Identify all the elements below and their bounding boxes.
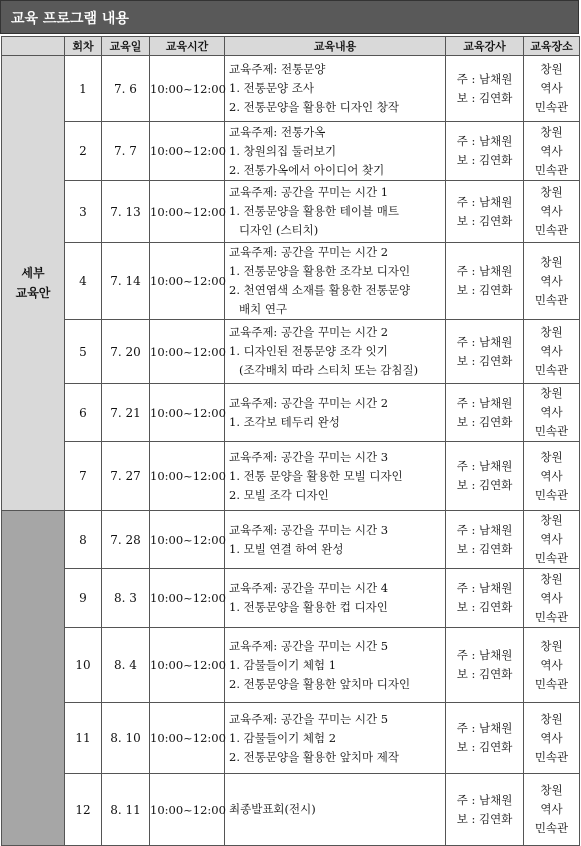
place-line: 창원 xyxy=(540,254,563,269)
instructor-sub: 보 : 김연화 xyxy=(456,478,513,492)
content-line: 1. 전통문양을 활용한 조각보 디자인 xyxy=(229,264,411,278)
header-date: 교육일 xyxy=(102,37,150,56)
session-number: 4 xyxy=(65,243,102,320)
session-number: 2 xyxy=(65,122,102,181)
session-place xyxy=(524,243,580,320)
section-label-line1: 세부 xyxy=(21,266,45,280)
session-time: 10:00~12:00 xyxy=(150,181,225,243)
place-line: 민속관 xyxy=(534,551,569,565)
session-time: 10:00~12:00 xyxy=(150,243,225,320)
table-row xyxy=(2,774,580,846)
place-line: 민속관 xyxy=(534,162,569,177)
instructor-main: 주 : 남채원 xyxy=(456,134,513,148)
content-line: 1. 전통 문양을 활용한 모빌 디자인 xyxy=(229,468,403,483)
place-line: 창원 xyxy=(540,386,563,400)
session-number: 5 xyxy=(65,320,102,384)
session-date: 7. 6 xyxy=(102,56,150,122)
session-place xyxy=(524,774,580,846)
session-date: 7. 27 xyxy=(102,442,150,511)
header-content: 교육내용 xyxy=(225,37,446,56)
content-line: 2. 천연염색 소재를 활용한 전통문양 xyxy=(229,283,411,297)
table-header-row xyxy=(2,37,580,56)
session-instructors xyxy=(446,384,524,442)
section-label-blank xyxy=(2,511,65,846)
instructor-main: 주 : 남채원 xyxy=(456,581,513,595)
session-date: 7. 21 xyxy=(102,384,150,442)
place-line: 역사 xyxy=(540,405,563,419)
session-instructors xyxy=(446,122,524,181)
place-line: 창원 xyxy=(540,185,563,199)
session-content xyxy=(225,384,446,442)
session-content xyxy=(225,628,446,703)
content-line: 최종발표회(전시) xyxy=(229,802,316,816)
place-line: 역사 xyxy=(540,532,563,546)
session-instructors xyxy=(446,569,524,628)
session-content xyxy=(225,511,446,569)
content-line: 디자인 (스티치) xyxy=(239,223,319,237)
section-label-line2: 교육안 xyxy=(15,286,51,300)
content-line: 교육주제: 공간을 꾸미는 시간 2 xyxy=(229,325,389,339)
session-instructors xyxy=(446,774,524,846)
session-number: 10 xyxy=(65,628,102,703)
content-line: 1. 전통문양을 활용한 컵 디자인 xyxy=(229,600,388,614)
session-date: 8. 10 xyxy=(102,703,150,774)
session-instructors xyxy=(446,628,524,703)
place-line: 창원 xyxy=(540,449,563,464)
session-place xyxy=(524,569,580,628)
place-line: 민속관 xyxy=(534,223,569,237)
section-label xyxy=(2,56,65,511)
session-time: 10:00~12:00 xyxy=(150,569,225,628)
content-line: 교육주제: 공간을 꾸미는 시간 2 xyxy=(229,395,389,410)
session-time: 10:00~12:00 xyxy=(150,628,225,703)
content-line: 교육주제: 공간을 꾸미는 시간 1 xyxy=(229,185,389,199)
place-line: 민속관 xyxy=(534,609,569,624)
session-instructors xyxy=(446,181,524,243)
instructor-sub: 보 : 김연화 xyxy=(456,213,513,228)
session-number: 6 xyxy=(65,384,102,442)
header-corner xyxy=(2,37,65,56)
table-row xyxy=(2,320,580,384)
session-instructors xyxy=(446,442,524,511)
place-line: 역사 xyxy=(540,344,563,358)
instructor-sub: 보 : 김연화 xyxy=(456,667,513,681)
session-place xyxy=(524,56,580,122)
content-line: 1. 감물들이기 체험 1 xyxy=(229,657,337,672)
place-line: 민속관 xyxy=(534,100,569,114)
content-line: 교육주제: 전통가옥 xyxy=(229,124,326,139)
instructor-sub: 보 : 김연화 xyxy=(456,153,513,167)
session-place xyxy=(524,384,580,442)
session-number: 7 xyxy=(65,442,102,511)
table-row xyxy=(2,511,580,569)
place-line: 민속관 xyxy=(534,821,569,835)
place-line: 역사 xyxy=(540,657,563,672)
place-line: 창원 xyxy=(540,325,563,339)
table-row xyxy=(2,569,580,628)
header-instructor: 교육강사 xyxy=(446,37,524,56)
session-place xyxy=(524,320,580,384)
content-line: 배치 연구 xyxy=(239,302,288,316)
session-content xyxy=(225,703,446,774)
content-line: 교육주제: 공간을 꾸미는 시간 2 xyxy=(229,245,389,259)
content-line: 2. 전통문양을 활용한 앞치마 제작 xyxy=(229,749,400,764)
session-content xyxy=(225,243,446,320)
session-place xyxy=(524,703,580,774)
place-line: 창원 xyxy=(540,783,563,797)
instructor-main: 주 : 남채원 xyxy=(456,459,513,473)
content-line: (조각배치 따라 스티치 또는 감침질) xyxy=(239,363,419,377)
table-row xyxy=(2,243,580,320)
place-line: 민속관 xyxy=(534,424,569,438)
content-line: 2. 전통가옥에서 아이디어 찾기 xyxy=(229,162,385,177)
session-number: 8 xyxy=(65,511,102,569)
session-time: 10:00~12:00 xyxy=(150,442,225,511)
session-date: 7. 7 xyxy=(102,122,150,181)
place-line: 창원 xyxy=(540,711,563,726)
session-time: 10:00~12:00 xyxy=(150,703,225,774)
place-line: 민속관 xyxy=(534,292,569,307)
session-place xyxy=(524,511,580,569)
table-row xyxy=(2,628,580,703)
content-line: 1. 전통문양 조사 xyxy=(229,81,314,95)
table-row xyxy=(2,122,580,181)
session-place xyxy=(524,181,580,243)
session-date: 8. 3 xyxy=(102,569,150,628)
place-line: 역사 xyxy=(540,143,563,158)
instructor-main: 주 : 남채원 xyxy=(456,792,513,807)
header-session: 회차 xyxy=(65,37,102,56)
place-line: 역사 xyxy=(540,273,563,288)
table-row xyxy=(2,703,580,774)
instructor-main: 주 : 남채원 xyxy=(456,71,513,86)
session-date: 7. 20 xyxy=(102,320,150,384)
page-title-bar xyxy=(0,0,579,34)
session-content xyxy=(225,774,446,846)
content-line: 교육주제: 공간을 꾸미는 시간 3 xyxy=(229,449,389,464)
place-line: 역사 xyxy=(540,204,563,218)
session-date: 7. 14 xyxy=(102,243,150,320)
session-content xyxy=(225,122,446,181)
session-date: 8. 4 xyxy=(102,628,150,703)
session-content xyxy=(225,320,446,384)
instructor-sub: 보 : 김연화 xyxy=(456,353,513,368)
place-line: 민속관 xyxy=(534,676,569,691)
place-line: 역사 xyxy=(540,468,563,483)
place-line: 창원 xyxy=(540,62,563,76)
session-date: 8. 11 xyxy=(102,774,150,846)
session-date: 7. 28 xyxy=(102,511,150,569)
place-line: 역사 xyxy=(540,730,563,745)
session-place xyxy=(524,442,580,511)
session-time: 10:00~12:00 xyxy=(150,384,225,442)
content-line: 1. 디자인된 전통문양 조각 잇기 xyxy=(229,344,388,358)
instructor-sub: 보 : 김연화 xyxy=(456,283,513,297)
header-place: 교육장소 xyxy=(524,37,580,56)
session-content xyxy=(225,56,446,122)
session-time: 10:00~12:00 xyxy=(150,56,225,122)
content-line: 교육주제: 공간을 꾸미는 시간 3 xyxy=(229,522,389,537)
table-row xyxy=(2,181,580,243)
instructor-sub: 보 : 김연화 xyxy=(456,90,513,105)
place-line: 역사 xyxy=(540,802,563,816)
place-line: 민속관 xyxy=(534,363,569,377)
session-content xyxy=(225,569,446,628)
instructor-sub: 보 : 김연화 xyxy=(456,740,513,754)
session-instructors xyxy=(446,320,524,384)
content-line: 교육주제: 공간을 꾸미는 시간 5 xyxy=(229,638,389,653)
content-line: 교육주제: 전통문양 xyxy=(229,62,326,76)
header-time: 교육시간 xyxy=(150,37,225,56)
session-number: 12 xyxy=(65,774,102,846)
instructor-main: 주 : 남채원 xyxy=(456,648,513,662)
instructor-main: 주 : 남채원 xyxy=(456,721,513,735)
instructor-sub: 보 : 김연화 xyxy=(456,414,513,429)
place-line: 역사 xyxy=(540,81,563,95)
session-content xyxy=(225,181,446,243)
session-instructors xyxy=(446,243,524,320)
place-line: 창원 xyxy=(540,638,563,653)
schedule-table xyxy=(1,36,580,846)
place-line: 민속관 xyxy=(534,749,569,764)
instructor-main: 주 : 남채원 xyxy=(456,264,513,278)
session-time: 10:00~12:00 xyxy=(150,511,225,569)
table-row xyxy=(2,384,580,442)
session-place xyxy=(524,122,580,181)
session-instructors xyxy=(446,703,524,774)
session-number: 3 xyxy=(65,181,102,243)
content-line: 1. 조각보 테두리 완성 xyxy=(229,414,340,429)
table-row xyxy=(2,56,580,122)
instructor-sub: 보 : 김연화 xyxy=(456,541,513,556)
content-line: 2. 전통문양을 활용한 앞치마 디자인 xyxy=(229,676,411,691)
session-number: 1 xyxy=(65,56,102,122)
place-line: 민속관 xyxy=(534,487,569,502)
content-line: 2. 전통문양을 활용한 디자인 창작 xyxy=(229,100,400,114)
instructor-main: 주 : 남채원 xyxy=(456,395,513,410)
content-line: 교육주제: 공간을 꾸미는 시간 5 xyxy=(229,711,389,726)
page-title: 교육 프로그램 내용 xyxy=(11,11,129,27)
session-place xyxy=(524,628,580,703)
content-line: 1. 모빌 연결 하여 완성 xyxy=(229,541,344,556)
session-number: 11 xyxy=(65,703,102,774)
place-line: 창원 xyxy=(540,513,563,527)
session-instructors xyxy=(446,56,524,122)
session-content xyxy=(225,442,446,511)
session-instructors xyxy=(446,511,524,569)
instructor-main: 주 : 남채원 xyxy=(456,194,513,209)
content-line: 1. 감물들이기 체험 2 xyxy=(229,730,337,745)
content-line: 1. 창원의집 둘러보기 xyxy=(229,143,337,158)
place-line: 창원 xyxy=(540,571,563,586)
instructor-main: 주 : 남채원 xyxy=(456,522,513,537)
session-number: 9 xyxy=(65,569,102,628)
session-time: 10:00~12:00 xyxy=(150,774,225,846)
content-line: 2. 모빌 조각 디자인 xyxy=(229,487,329,502)
content-line: 교육주제: 공간을 꾸미는 시간 4 xyxy=(229,581,389,595)
instructor-sub: 보 : 김연화 xyxy=(456,600,513,614)
instructor-sub: 보 : 김연화 xyxy=(456,811,513,826)
instructor-main: 주 : 남채원 xyxy=(456,334,513,349)
table-row xyxy=(2,442,580,511)
session-date: 7. 13 xyxy=(102,181,150,243)
place-line: 창원 xyxy=(540,124,563,139)
session-time: 10:00~12:00 xyxy=(150,122,225,181)
content-line: 1. 전통문양을 활용한 테이블 매트 xyxy=(229,204,400,218)
session-time: 10:00~12:00 xyxy=(150,320,225,384)
place-line: 역사 xyxy=(540,590,563,605)
